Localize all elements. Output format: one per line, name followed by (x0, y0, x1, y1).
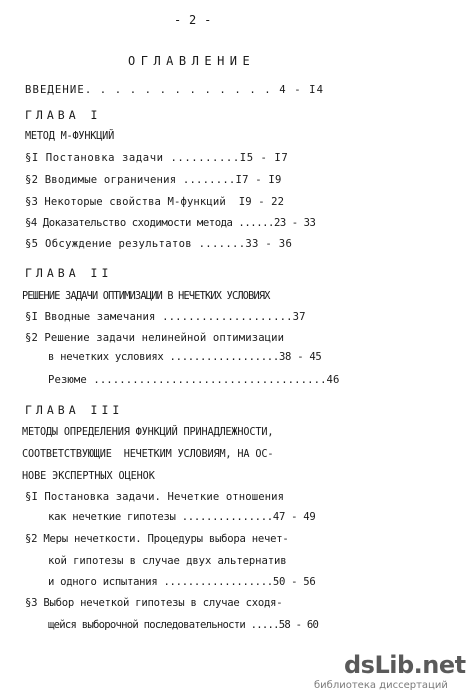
toc-entry: §I Постановка задачи ..........I5 - I7 (25, 152, 289, 164)
toc-entry: §4 Доказательство сходимости метода ......23 - 33 (25, 217, 316, 229)
toc-entry: как нечеткие гипотезы ...............47 - 49 (48, 511, 316, 523)
watermark (304, 651, 466, 693)
toc-entry: §I Вводные замечания ....................37 (25, 311, 306, 323)
chapter-3-title-line: СООТВЕТСТВУЮЩИЕ НЕЧЕТКИМ УСЛОВИЯМ, НА ОС- (22, 449, 274, 460)
toc-entry: §2 Меры нечеткости. Процедуры выбора нечет- (25, 533, 289, 545)
chapter-2-heading: ГЛАВА II (25, 266, 113, 280)
toc-entry: §I Постановка задачи. Нечеткие отношения (25, 491, 285, 503)
toc-entry: в нечетких условиях ..................38 - 45 (48, 351, 322, 363)
watermark-logo: dsLib.net (344, 651, 466, 679)
toc-introduction: ВВЕДЕНИЕ. . . . . . . . . . . . . 4 - I4 (25, 84, 325, 96)
toc-entry: §5 Обсуждение результатов .......33 - 36 (25, 238, 293, 250)
toc-entry: и одного испытания ..................50 - 56 (48, 576, 316, 588)
chapter-1-heading: ГЛАВА I (25, 108, 102, 122)
toc-entry: кой гипотезы в случае двух альтернатив (48, 555, 287, 567)
chapter-3-title-line: МЕТОДЫ ОПРЕДЕЛЕНИЯ ФУНКЦИЙ ПРИНАДЛЕЖНОСТИ, (22, 427, 274, 438)
watermark-tagline: библиотека диссертаций (314, 680, 448, 691)
toc-entry: §2 Решение задачи нелинейной оптимизации (25, 332, 285, 344)
toc-entry: Резюме ....................................46 (48, 374, 340, 386)
chapter-2-title: РЕШЕНИЕ ЗАДАЧИ ОПТИМИЗАЦИИ В НЕЧЕТКИХ УСЛОВИЯХ (22, 291, 270, 302)
page-title: ОГЛАВЛЕНИЕ (128, 54, 256, 68)
toc-entry: §2 Вводимые ограничения ........I7 - I9 (25, 174, 282, 186)
toc-entry: щейся выборочной последовательности .....58 - 60 (48, 619, 319, 631)
chapter-1-title: МЕТОД М-ФУНКЦИЙ (25, 131, 115, 142)
toc-entry: §3 Выбор нечеткой гипотезы в случае сходя- (25, 597, 283, 609)
chapter-3-title-line: НОВЕ ЭКСПЕРТНЫХ ОЦЕНОК (22, 471, 155, 482)
toc-entry: §3 Некоторые свойства М-функций I9 - 22 (25, 196, 285, 208)
chapter-3-heading: ГЛАВА III (25, 403, 124, 417)
page-number: - 2 - (174, 13, 212, 27)
